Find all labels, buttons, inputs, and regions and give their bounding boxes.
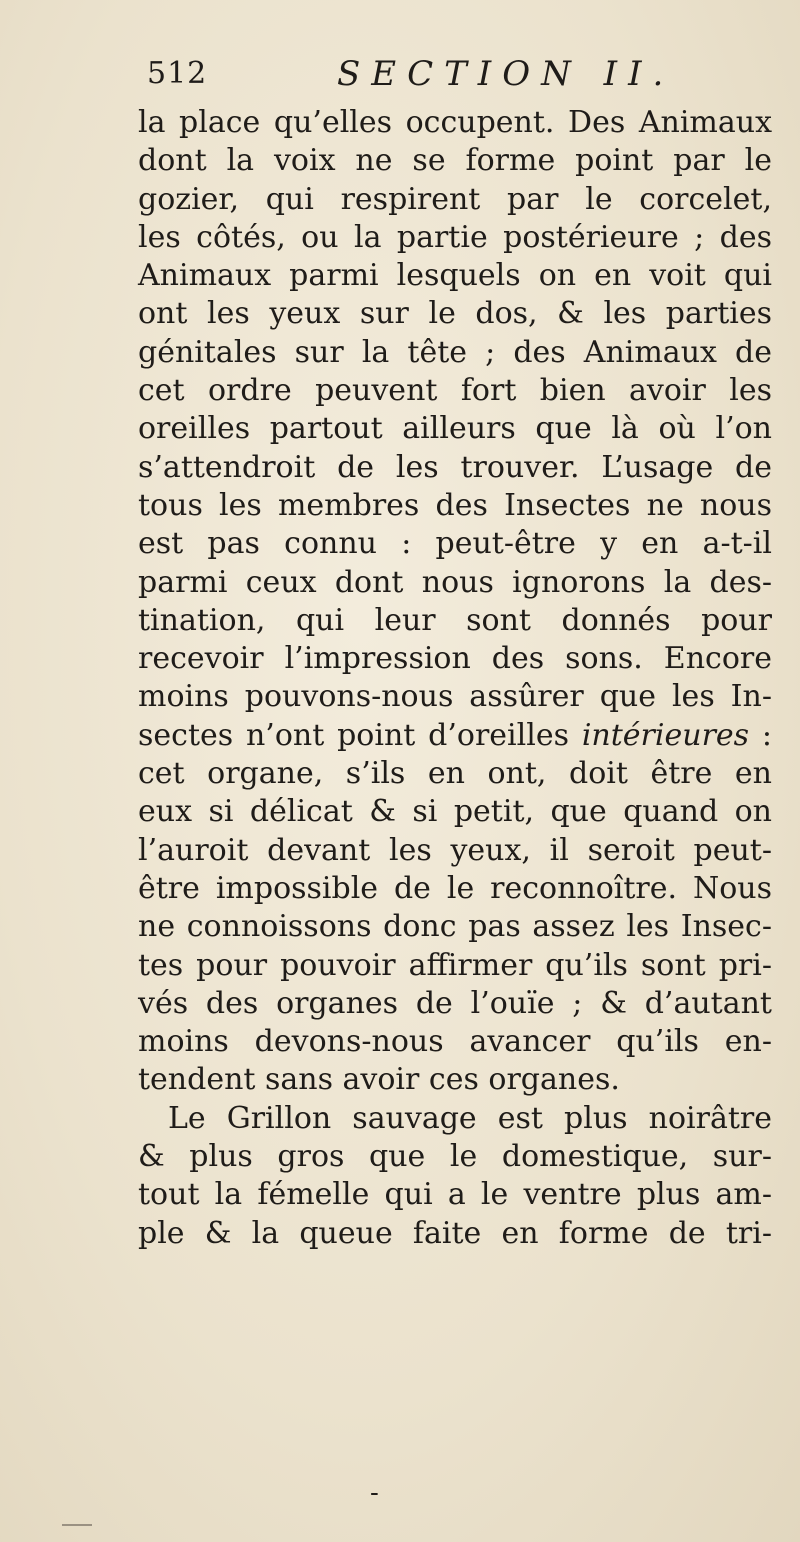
text-line: gozier, qui respirent par le corcelet, [138,181,772,217]
text-line: Animaux parmi lesquels on en voit qui [138,258,772,294]
text-line: recevoir l’impression des sons. Encore [138,641,772,677]
text-line: tination, qui leur sont donnés pour [138,602,772,638]
text-line: est pas connu : peut-être y en a-t-il [138,526,772,562]
text-line: sectes n’ont point d’oreilles intérieures : [138,717,772,753]
text-line: les côtés, ou la partie postérieure ; des [138,219,772,255]
text-line: être impossible de le reconnoître. Nous [138,870,772,906]
text-line: moins pouvons-nous assûrer que les In- [138,679,772,715]
text-line: tout la fémelle qui a le ventre plus am- [138,1177,772,1213]
text-line: parmi ceux dont nous ignorons la des- [138,564,772,600]
text-line: ple & la queue faite en forme de tri- [138,1215,772,1251]
text-line-paragraph-start: Le Grillon sauvage est plus noirâtre [168,1100,772,1136]
page-edge-mark [62,1524,92,1526]
text-line: vés des organes de l’ouïe ; & d’autant [138,985,772,1021]
text-line: oreilles partout ailleurs que là où l’on [138,411,772,447]
text-line-paragraph-end: tendent sans avoir ces organes. [138,1062,620,1098]
text-line: ne connoissons donc pas assez les Insec- [138,909,772,945]
text-line: la place qu’elles occupent. Des Animaux [138,105,772,140]
text-line: dont la voix ne se forme point par le [138,143,772,179]
text-line: s’attendroit de les trouver. L’usage de [138,449,772,485]
page-number: 512 [147,56,208,91]
text-line: ont les yeux sur le dos, & les parties [138,296,772,332]
text-line: & plus gros que le domestique, sur- [138,1139,772,1175]
text-line: génitales sur la tête ; des Animaux de [138,334,772,370]
text-line: moins devons-nous avancer qu’ils en- [138,1024,772,1060]
text-line: cet organe, s’ils en ont, doit être en [138,756,772,792]
text-line: cet ordre peuvent fort bien avoir les [138,373,772,409]
page-header [147,52,675,100]
running-head: SECTION II. [337,54,675,94]
text-line: l’auroit devant les yeux, il seroit peut- [138,832,772,868]
body-text [138,104,772,1253]
signature-mark: - [370,1478,379,1508]
text-line: tes pour pouvoir affirmer qu’ils sont pri- [138,947,772,983]
text-line: tous les membres des Insectes ne nous [138,487,772,523]
text-line: eux si délicat & si petit, que quand on [138,794,772,830]
